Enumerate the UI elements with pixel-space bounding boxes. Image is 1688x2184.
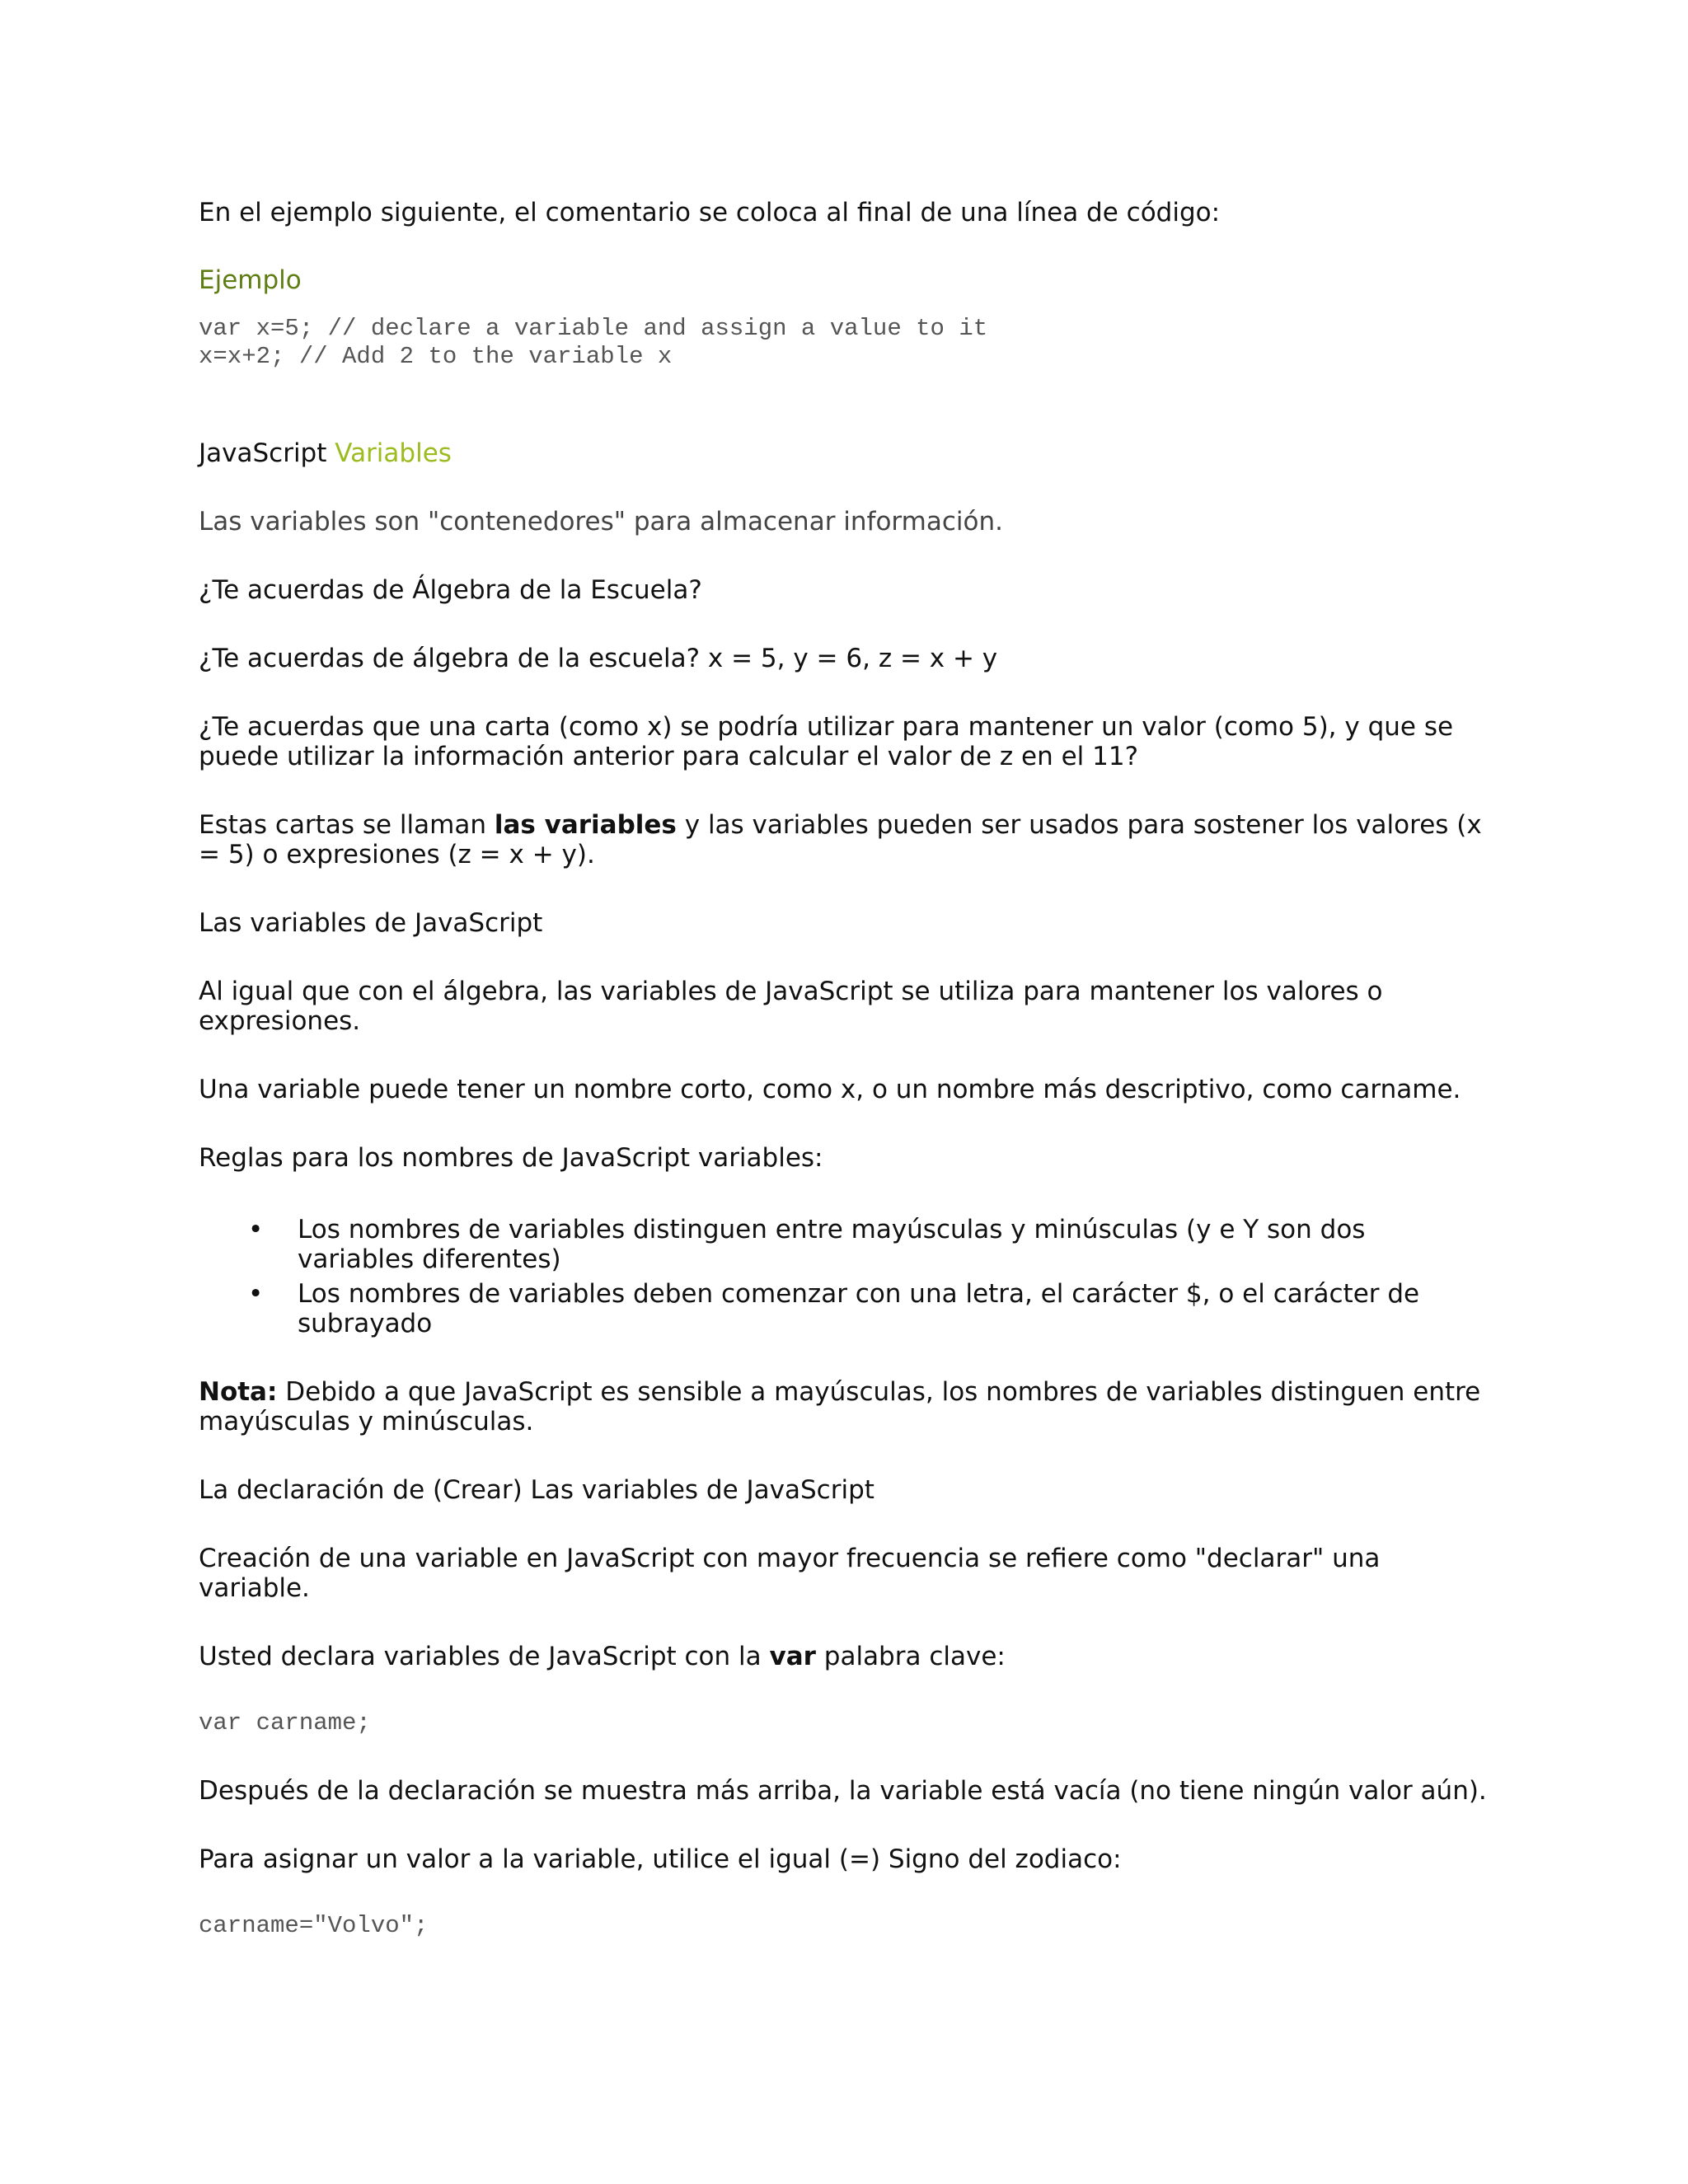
code-block-example (199, 315, 1489, 371)
bullet-icon: • (248, 1279, 264, 1309)
usted-bold: var (769, 1642, 816, 1671)
note-paragraph (199, 1377, 1489, 1436)
usted-paragraph (199, 1642, 1489, 1671)
letter-paragraph: ¿Te acuerdas que una carta (como x) se podría utilizar para mantener un valor (como 5), y que se puede utilizar la información anterior para calcular el valor de z en el 11? (199, 712, 1454, 771)
containers-paragraph: Las variables son "contenedores" para almacenar información. (199, 507, 1003, 537)
rule-text: Los nombres de variables deben comenzar con una letra, el carácter $, o el carácter de subrayado (298, 1279, 1420, 1338)
js-variables-title: Las variables de JavaScript (199, 908, 543, 938)
bullet-icon: • (248, 1215, 264, 1244)
list-item (199, 1215, 1489, 1274)
rules-list (199, 1215, 1489, 1338)
usted-post: palabra clave: (815, 1642, 1006, 1671)
section-heading-variables (199, 438, 1489, 468)
heading-variables-word: Variables (335, 438, 452, 468)
code-line-1: var x=5; // declare a variable and assign a value to it (199, 315, 988, 342)
letters-post: y las variables pueden ser usados para sostener los valores (x = 5) o expresiones (z = x + y). (199, 810, 1482, 869)
document-body (199, 198, 1489, 1940)
note-label: Nota: (199, 1377, 278, 1407)
intro-paragraph: En el ejemplo siguiente, el comentario se coloca al final de una línea de código: (199, 198, 1221, 227)
usted-pre: Usted declara variables de JavaScript con la (199, 1642, 770, 1671)
rule-text: Los nombres de variables distinguen entre mayúsculas y minúsculas (y e Y son dos variables diferentes) (298, 1215, 1366, 1274)
example-label: Ejemplo (199, 265, 302, 295)
like-algebra-paragraph: Al igual que con el álgebra, las variables de JavaScript se utiliza para mantener los valores o expresiones. (199, 977, 1383, 1036)
code-assign: carname="Volvo"; (199, 1912, 429, 1939)
algebra-paragraph-1: ¿Te acuerdas de Álgebra de la Escuela? (199, 575, 702, 605)
letters-pre: Estas cartas se llaman (199, 810, 495, 840)
assign-paragraph: Para asignar un valor a la variable, utilice el igual (=) Signo del zodiaco: (199, 1844, 1122, 1874)
after-declaration-paragraph: Después de la declaración se muestra más arriba, la variable está vacía (no tiene ningún valor aún). (199, 1776, 1487, 1806)
code-line-2: x=x+2; // Add 2 to the variable x (199, 343, 673, 370)
creation-paragraph: Creación de una variable en JavaScript con mayor frecuencia se refiere como "declarar" una variable. (199, 1544, 1381, 1603)
letters-variables-paragraph (199, 810, 1489, 869)
note-text: Debido a que JavaScript es sensible a mayúsculas, los nombres de variables distinguen entre mayúsculas y minúsculas. (199, 1377, 1481, 1436)
rules-paragraph: Reglas para los nombres de JavaScript variables: (199, 1143, 823, 1173)
declare-title: La declaración de (Crear) Las variables de JavaScript (199, 1475, 874, 1505)
name-paragraph: Una variable puede tener un nombre corto, como x, o un nombre más descriptivo, como carname. (199, 1075, 1461, 1104)
code-declare: var carname; (199, 1709, 371, 1736)
algebra-paragraph-2: ¿Te acuerdas de álgebra de la escuela? x = 5, y = 6, z = x + y (199, 644, 998, 673)
letters-bold: las variables (494, 810, 677, 840)
heading-javascript: JavaScript (199, 438, 327, 468)
list-item (199, 1279, 1489, 1338)
